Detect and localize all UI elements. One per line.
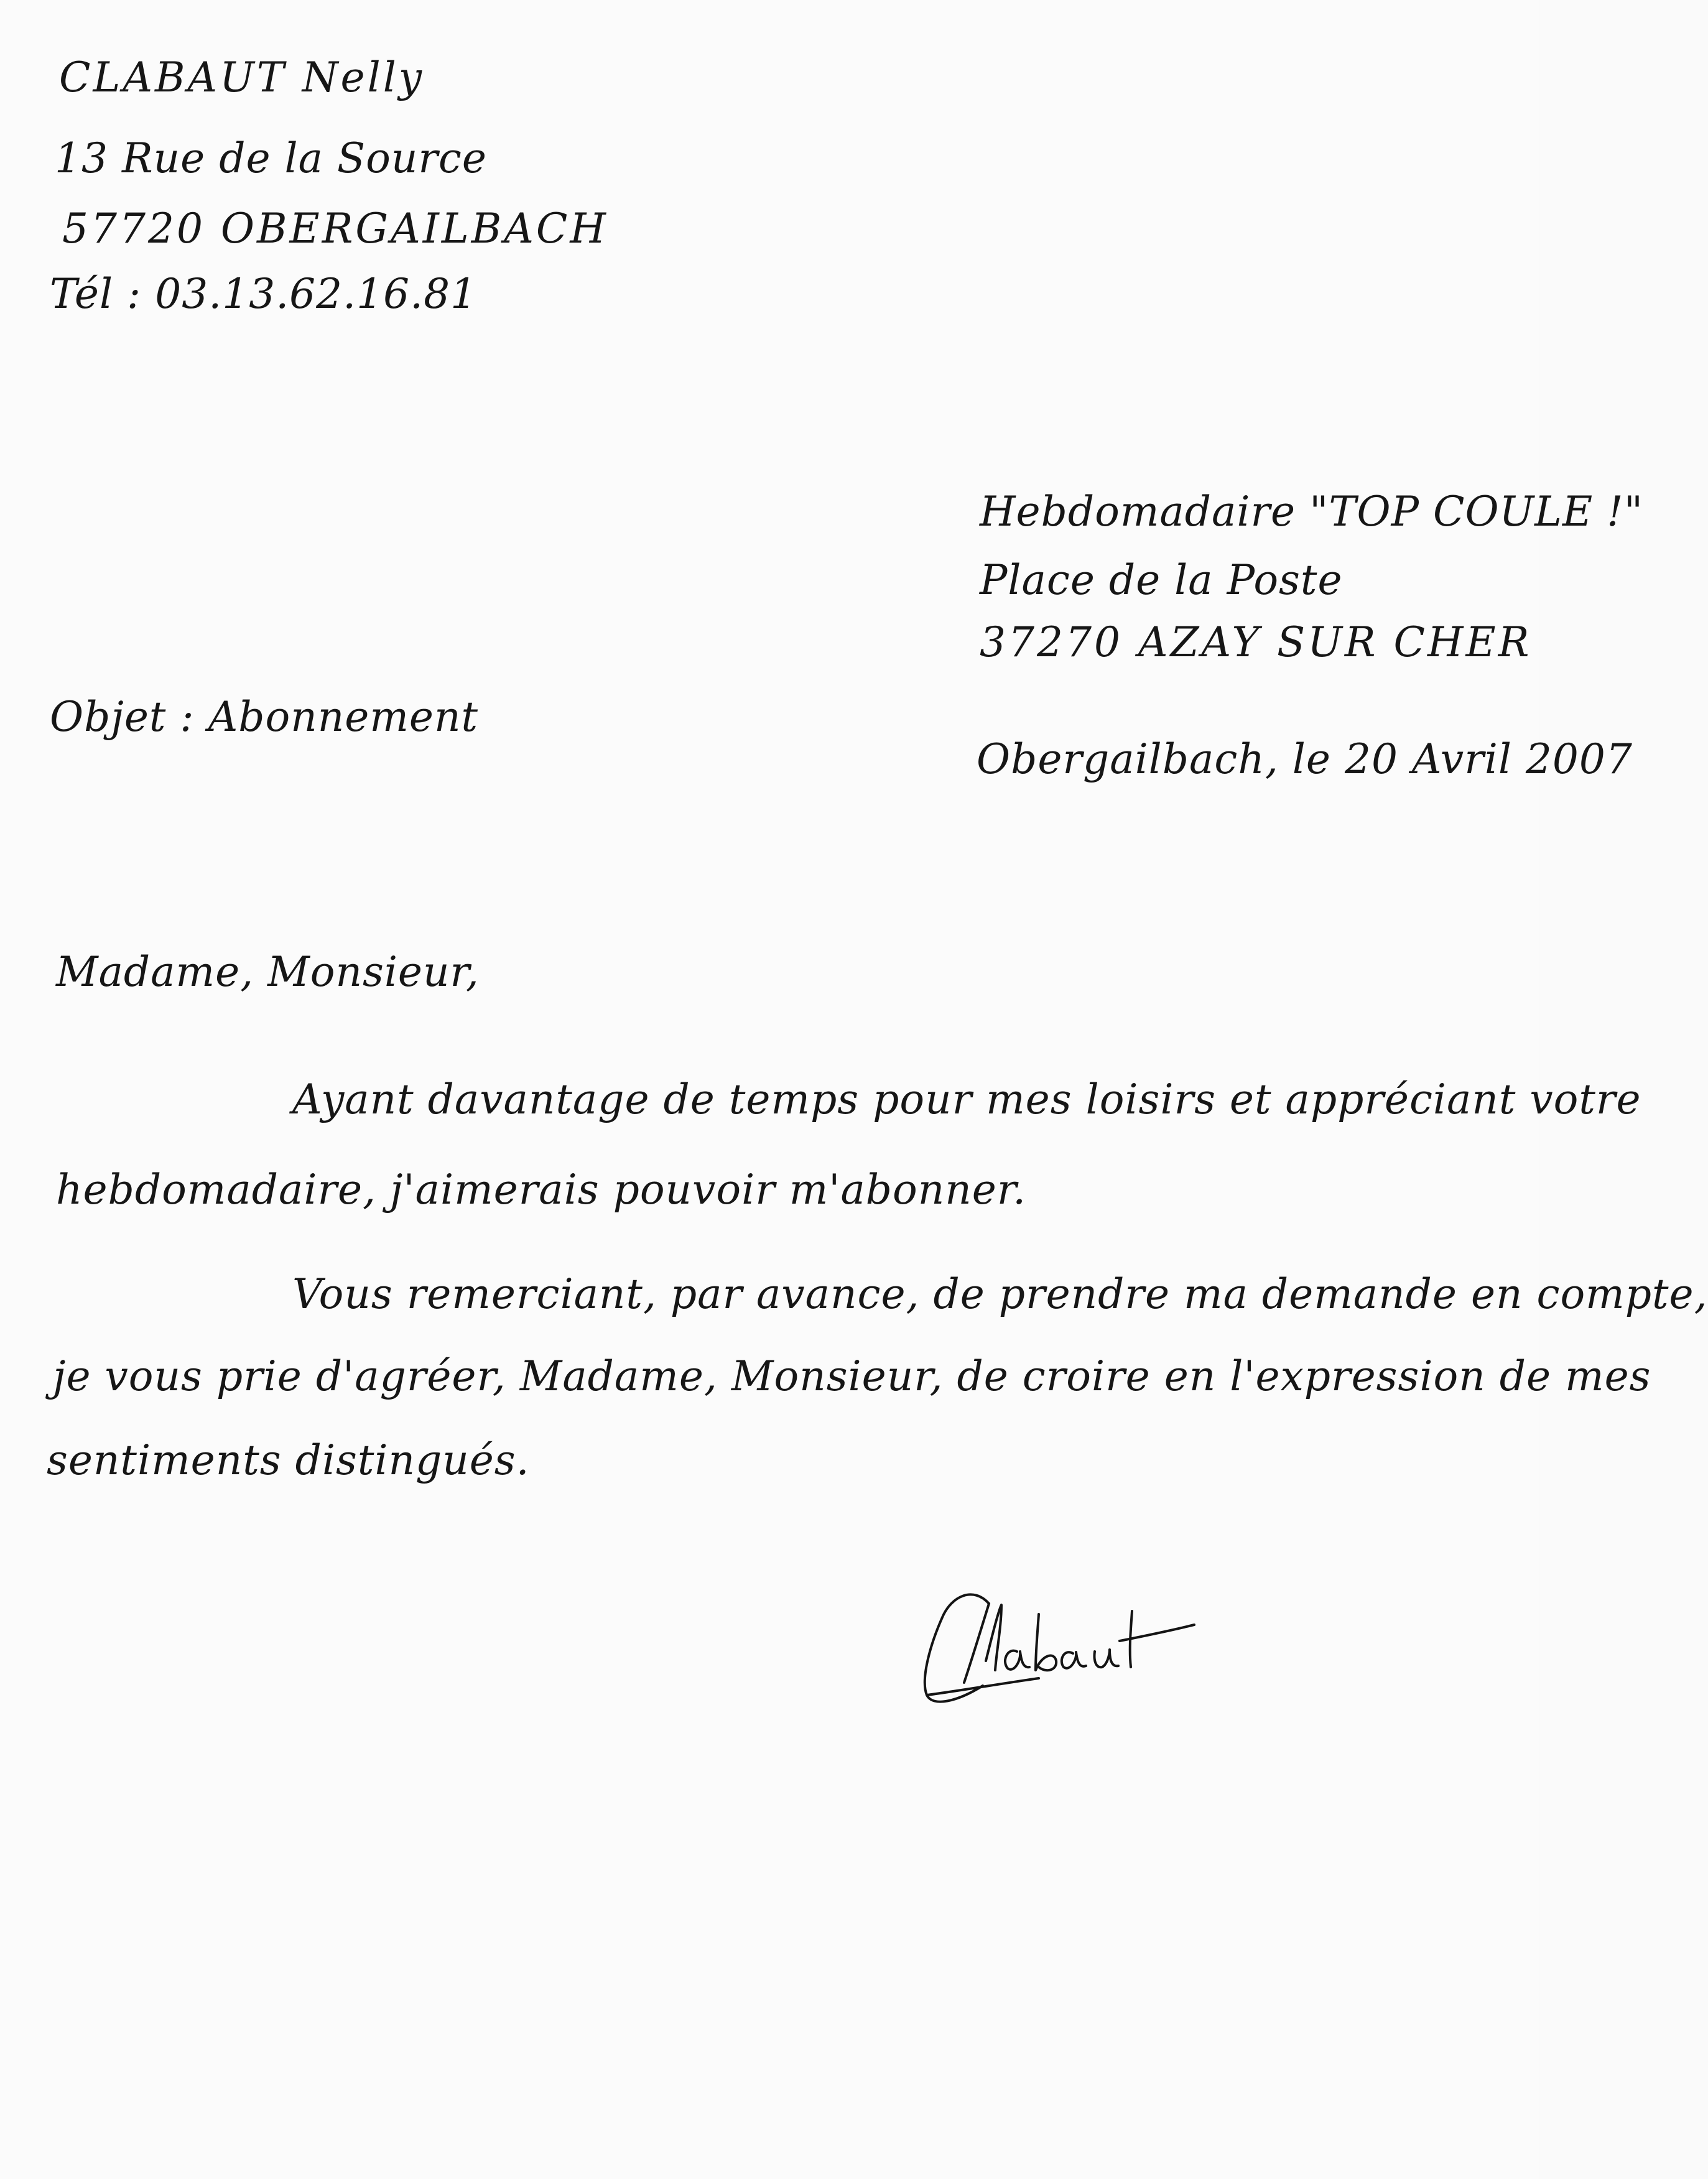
sender-name: CLABAUT Nelly [59, 53, 425, 101]
paragraph-2-line-2: je vous prie d'agréer, Madame, Monsieur, de croire en l'expression de mes [53, 1352, 1651, 1400]
sender-phone: Tél : 03.13.62.16.81 [50, 270, 478, 318]
subject-line: Objet : Abonnement [50, 693, 478, 741]
recipient-street: Place de la Poste [980, 556, 1343, 604]
recipient-city: 37270 AZAY SUR CHER [980, 618, 1532, 666]
sender-street: 13 Rue de la Source [55, 134, 487, 182]
handwritten-signature [914, 1568, 1200, 1729]
paragraph-2-line-3: sentiments distingués. [47, 1436, 530, 1484]
recipient-name: Hebdomadaire "TOP COULE !" [980, 488, 1644, 536]
salutation: Madame, Monsieur, [56, 948, 480, 996]
sender-city: 57720 OBERGAILBACH [62, 205, 608, 253]
date-line: Obergailbach, le 20 Avril 2007 [977, 735, 1633, 783]
paragraph-1-line-1: Ayant davantage de temps pour mes loisirs et appréciant votre [292, 1076, 1641, 1123]
paragraph-1-line-2: hebdomadaire, j'aimerais pouvoir m'abonner. [56, 1166, 1027, 1214]
paragraph-2-line-1: Vous remerciant, par avance, de prendre ma demande en compte, [292, 1270, 1708, 1318]
